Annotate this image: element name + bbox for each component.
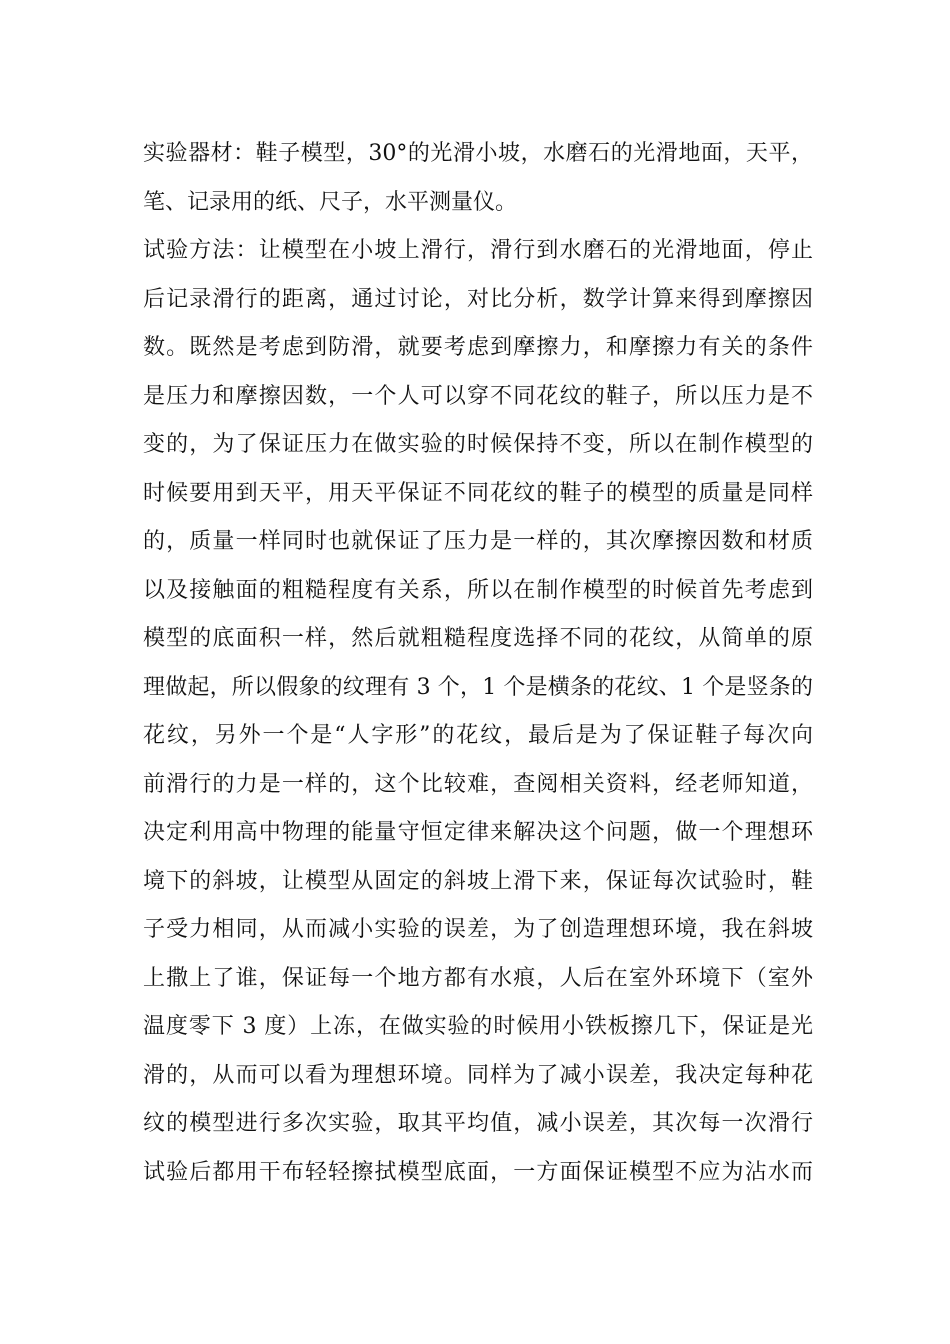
- text-line: 是压力和摩擦因数，一个人可以穿不同花纹的鞋子，所以压力是不: [143, 383, 813, 409]
- text-line: 理做起，所以假象的纹理有 3 个，1 个是横条的花纹、1 个是竖条的: [143, 674, 813, 700]
- paragraph-method: [143, 227, 813, 1197]
- text-line: 上撒上了谁，保证每一个地方都有水痕，人后在室外环境下（室外: [143, 965, 813, 991]
- text-line: 以及接触面的粗糙程度有关系，所以在制作模型的时候首先考虑到: [143, 577, 813, 603]
- text-line: 变的，为了保证压力在做实验的时候保持不变，所以在制作模型的: [143, 432, 813, 457]
- text-line: 纹的模型进行多次实验，取其平均值，减小误差，其次每一次滑行: [143, 1111, 813, 1136]
- text-line: 滑的，从而可以看为理想环境。同样为了减小误差，我决定每种花: [143, 1062, 813, 1088]
- text-line: 境下的斜坡，让模型从固定的斜坡上滑下来，保证每次试验时，鞋: [143, 868, 813, 894]
- document-body: [143, 130, 813, 1197]
- text-line: 数。既然是考虑到防滑，就要考虑到摩擦力，和摩擦力有关的条件: [143, 335, 813, 360]
- text-line: 的，质量一样同时也就保证了压力是一样的，其次摩擦因数和材质: [143, 529, 813, 554]
- text-line: 前滑行的力是一样的，这个比较难，查阅相关资料，经老师知道，: [143, 771, 813, 797]
- text-line: 决定利用高中物理的能量守恒定律来解决这个问题，做一个理想环: [143, 820, 813, 845]
- text-line: 子受力相同，从而减小实验的误差，为了创造理想环境，我在斜坡: [143, 917, 813, 942]
- paragraph-equipment: [143, 130, 813, 227]
- text-line: 试验后都用干布轻轻擦拭模型底面，一方面保证模型不应为沾水而: [143, 1159, 813, 1185]
- text-line: 笔、记录用的纸、尺子，水平测量仪。: [143, 189, 518, 215]
- text-line: 模型的底面积一样，然后就粗糙程度选择不同的花纹，从简单的原: [143, 626, 813, 651]
- text-line: 试验方法：让模型在小坡上滑行，滑行到水磨石的光滑地面，停止: [143, 238, 813, 263]
- text-line: 实验器材：鞋子模型，30°的光滑小坡，水磨石的光滑地面，天平，: [143, 141, 813, 166]
- text-line: 时候要用到天平，用天平保证不同花纹的鞋子的模型的质量是同样: [143, 480, 813, 506]
- text-line: 花纹，另外一个是“人字形”的花纹，最后是为了保证鞋子每次向: [143, 723, 813, 748]
- text-line: 温度零下 3 度）上冻，在做实验的时候用小铁板擦几下，保证是光: [143, 1014, 813, 1039]
- text-line: 后记录滑行的距离，通过讨论，对比分析，数学计算来得到摩擦因: [143, 286, 813, 312]
